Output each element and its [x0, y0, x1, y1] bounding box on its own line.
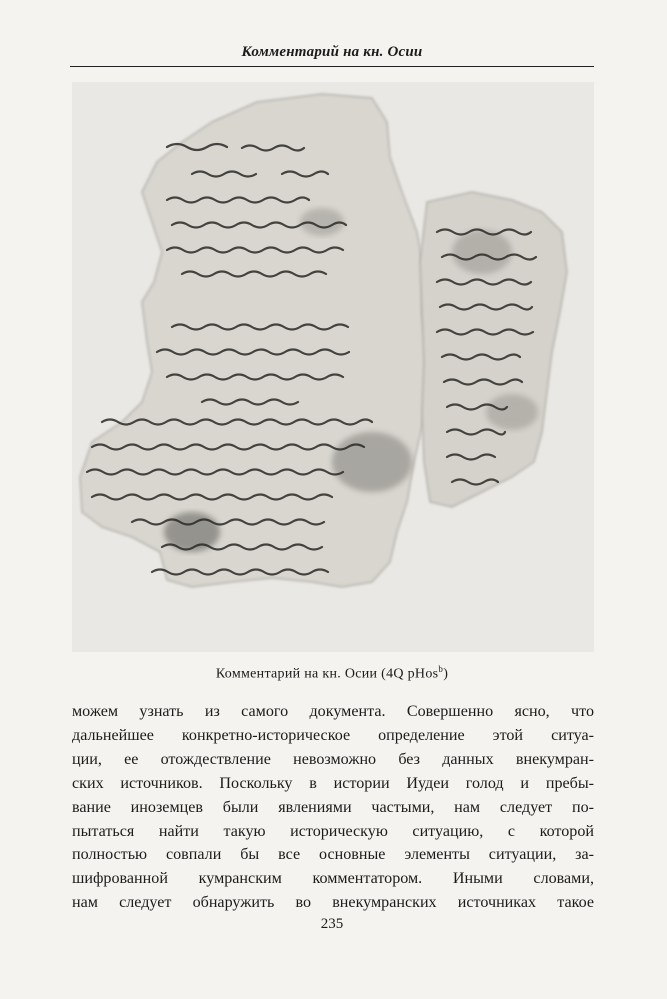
figure-caption	[70, 664, 594, 683]
text-line: можем узнать из самого документа. Совершенно ясно, что	[72, 703, 594, 720]
text-line: ции, ее отождествление невозможно без данных внекумран-	[72, 750, 594, 768]
header-rule	[70, 66, 594, 67]
text-line: шифрованной кумранским комментатором. Иными словами,	[72, 870, 594, 888]
text-line: полностью совпали бы все основные элементы ситуации, за-	[72, 846, 594, 864]
text-line: пытаться найти такую историческую ситуацию, с которой	[72, 822, 594, 840]
text-line: ских источников. Поскольку в истории Иудеи голод и пребы-	[72, 774, 594, 792]
page-number: 235	[320, 916, 344, 932]
caption-text: Комментарий на кн. Осии (4Q pHos	[215, 666, 439, 682]
text-line: дальнейшее конкретно-историческое определение этой ситуа-	[72, 726, 594, 744]
caption-superscript: b	[438, 664, 444, 674]
manuscript-photo	[72, 82, 594, 652]
running-head: Комментарий на кн. Осии	[241, 44, 423, 60]
caption-end: )	[443, 666, 449, 682]
text-line: вание иноземцев были явлениями частыми, нам следует по-	[72, 798, 594, 816]
text-line: нам следует обнаружить во внекумранских источниках такое	[72, 894, 594, 912]
body-paragraph	[72, 700, 594, 915]
scroll-fragment-image	[72, 82, 594, 652]
